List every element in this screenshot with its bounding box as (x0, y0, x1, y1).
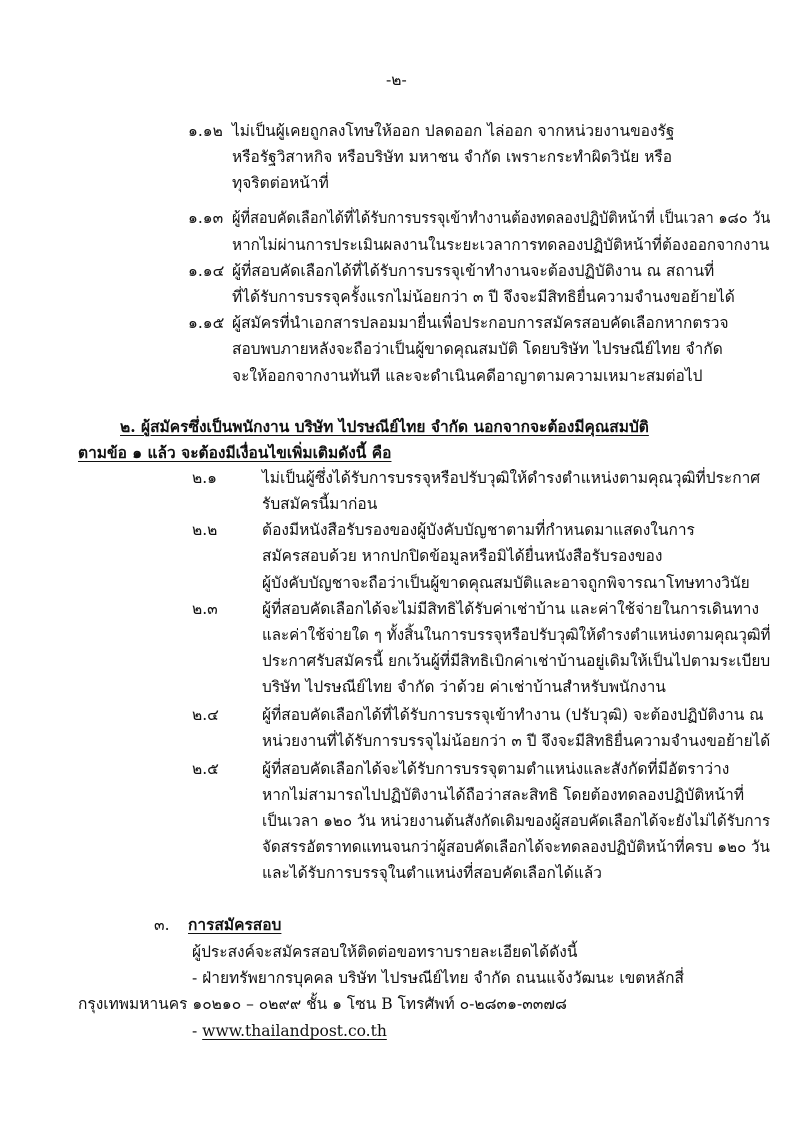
section-2-heading-cont: ตามข้อ ๑ แล้ว จะต้องมีเงื่อนไขเพิ่มเติมดังนี้ คือ (78, 443, 392, 462)
section-3-intro: ผู้ประสงค์จะสมัครสอบให้ติดต่อขอทราบรายละเอียดได้ดังนี้ (192, 943, 578, 961)
item-line: ไม่เป็นผู้ซึ่งได้รับการบรรจุหรือปรับวุฒิให้ดำรงตำแหน่งตามคุณวุฒิที่ประกาศ (262, 469, 761, 487)
item-line: ผู้บังคับบัญชาจะถือว่าเป็นผู้ขาดคุณสมบัติและอาจถูกพิจารณาโทษทางวินัย (262, 574, 750, 592)
item-number: ๑.๑๓ (188, 209, 224, 227)
item-number: ๒.๑ (192, 469, 217, 487)
section-2-heading: ๒. ผู้สมัครซึ่งเป็นพนักงาน บริษัท ไปรษณีย์ไทย จำกัด นอกจากจะต้องมีคุณสมบัติ (120, 417, 649, 436)
section-3-number: ๓. (154, 916, 170, 934)
item-line: หากไม่ผ่านการประเมินผลงานในระยะเวลาการทดลองปฏิบัติหน้าที่ต้องออกจากงาน (232, 236, 770, 254)
item-line: ผู้ที่สอบคัดเลือกได้จะไม่มีสิทธิได้รับค่าเช่าบ้าน และค่าใช้จ่ายในการเดินทาง (262, 600, 760, 618)
item-number: ๒.๒ (192, 521, 218, 539)
item-line: หรือรัฐวิสาหกิจ หรือบริษัท มหาชน จำกัด เพราะกระทำผิดวินัย หรือ (232, 148, 673, 166)
item-number: ๒.๓ (192, 600, 218, 618)
item-number: ๑.๑๒ (188, 122, 223, 140)
item-line: และได้รับการบรรจุในตำแหน่งที่สอบคัดเลือกได้แล้ว (262, 864, 602, 882)
item-line: หากไม่สามารถไปปฏิบัติงานได้ถือว่าสละสิทธิ โดยต้องทดลองปฏิบัติหน้าที่ (262, 786, 745, 804)
item-number: ๒.๕ (192, 760, 219, 778)
item-line: จัดสรรอัตราทดแทนจนกว่าผู้สอบคัดเลือกได้จะทดลองปฏิบัติหน้าที่ครบ ๑๒๐ วัน (262, 838, 770, 856)
item-line: บริษัท ไปรษณีย์ไทย จำกัด ว่าด้วย ค่าเช่าบ้านสำหรับพนักงาน (262, 678, 666, 696)
item-line: ทุจริตต่อหน้าที่ (232, 174, 329, 192)
item-line: ผู้ที่สอบคัดเลือกได้ที่ได้รับการบรรจุเข้าทำงานต้องทดลองปฏิบัติหน้าที่ เป็นเวลา ๑๘๐ วัน (232, 209, 771, 227)
website-prefix: - (192, 1022, 203, 1040)
item-line: เป็นเวลา ๑๒๐ วัน หน่วยงานต้นสังกัดเดิมของผู้สอบคัดเลือกได้จะยังไม่ได้รับการ (262, 812, 771, 830)
item-number: ๒.๔ (192, 706, 219, 724)
section-3-heading: การสมัครสอบ (188, 915, 282, 934)
item-line: ผู้สมัครที่นำเอกสารปลอมมายื่นเพื่อประกอบการสมัครสอบคัดเลือกหากตรวจ (232, 314, 729, 332)
item-line: ประกาศรับสมัครนี้ ยกเว้นผู้ที่มีสิทธิเบิกค่าเช่าบ้านอยู่เดิมให้เป็นไปตามระเบียบ (262, 652, 771, 670)
website-link[interactable]: www.thailandpost.co.th (202, 1022, 387, 1040)
item-line: สมัครสอบด้วย หากปกปิดข้อมูลหรือมิได้ยื่นหนังสือรับรองของ (262, 547, 663, 565)
item-line: จะให้ออกจากงานทันที และจะดำเนินคดีอาญาตามความเหมาะสมต่อไป (232, 367, 703, 385)
item-number: ๑.๑๔ (188, 262, 225, 280)
item-line: ไม่เป็นผู้เคยถูกลงโทษให้ออก ปลดออก ไล่ออก จากหน่วยงานของรัฐ (232, 122, 675, 140)
item-line: ผู้ที่สอบคัดเลือกได้จะได้รับการบรรจุตามตำแหน่งและสังกัดที่มีอัตราว่าง (262, 760, 730, 778)
item-number: ๑.๑๕ (188, 314, 225, 332)
item-line: ผู้ที่สอบคัดเลือกได้ที่ได้รับการบรรจุเข้าทำงานจะต้องปฏิบัติงาน ณ สถานที่ (232, 262, 715, 280)
contact-line-cont: กรุงเทพมหานคร ๑๐๒๑๐ – ๐๒๙๙ ชั้น ๑ โซน B โทรศัพท์ ๐-๒๘๓๑-๓๓๗๘ (78, 995, 568, 1013)
item-line: ต้องมีหนังสือรับรองของผู้บังคับบัญชาตามที่กำหนดมาแสดงในการ (262, 521, 695, 539)
website-line (192, 1021, 387, 1041)
item-line: และค่าใช้จ่ายใด ๆ ทั้งสิ้นในการบรรจุหรือปรับวุฒิให้ดำรงตำแหน่งตามคุณวุฒิที่ (262, 626, 771, 644)
item-line: หน่วยงานที่ได้รับการบรรจุไม่น้อยกว่า ๓ ปี จึงจะมีสิทธิยื่นความจำนงขอย้ายได้ (262, 732, 771, 750)
item-line: รับสมัครนี้มาก่อน (262, 495, 378, 513)
item-line: ผู้ที่สอบคัดเลือกได้ที่ได้รับการบรรจุเข้าทำงาน (ปรับวุฒิ) จะต้องปฏิบัติงาน ณ (262, 706, 764, 724)
page-number: -๒- (386, 71, 407, 89)
item-line: สอบพบภายหลังจะถือว่าเป็นผู้ขาดคุณสมบัติ โดยบริษัท ไปรษณีย์ไทย จำกัด (232, 340, 723, 358)
item-line: ที่ได้รับการบรรจุครั้งแรกไม่น้อยกว่า ๓ ปี จึงจะมีสิทธิยื่นความจำนงขอย้ายได้ (232, 288, 735, 306)
contact-line: - ฝ่ายทรัพยากรบุคคล บริษัท ไปรษณีย์ไทย จำกัด ถนนแจ้งวัฒนะ เขตหลักสี่ (192, 969, 684, 987)
